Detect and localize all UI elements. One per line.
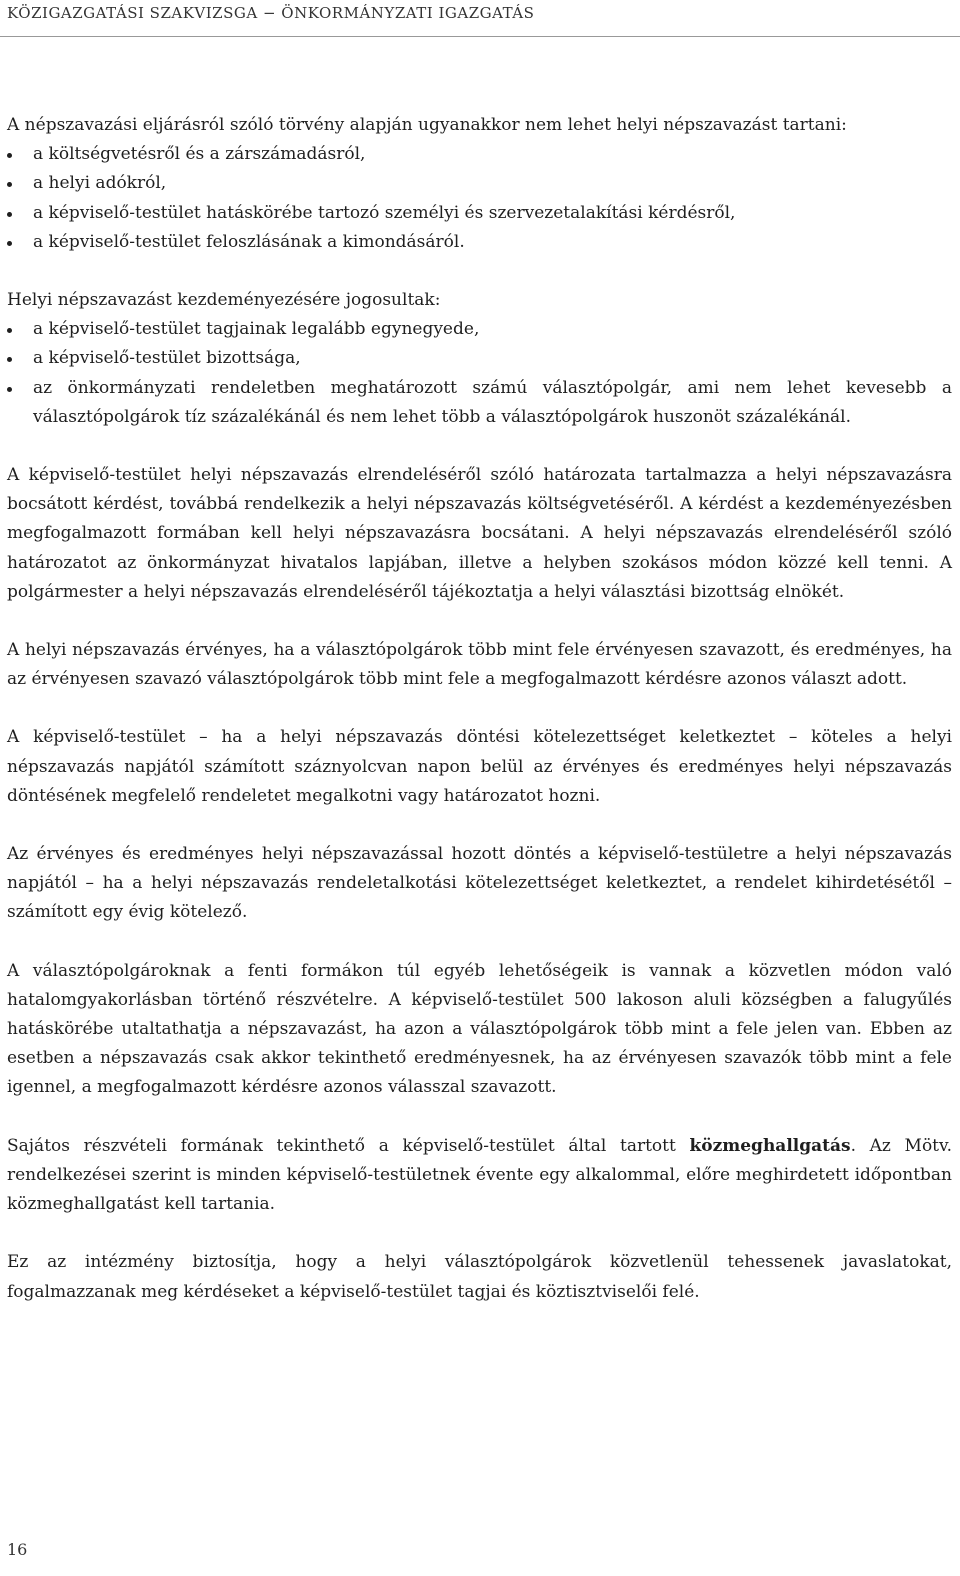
page-body (7, 111, 952, 1336)
hearing-text-after: . Az Mötv. rendelkezései szerint is minden képviselő-testületnek évente egy alkalommal, előre meghirdetett időpontban közmeghallgatást kell tartania. (7, 1135, 952, 1215)
section2-list (7, 315, 952, 432)
paragraph-validity: A helyi népszavazás érvényes, ha a választópolgárok több mint fele érvényesen szavazott, és eredményes, ha az érvényesen szavazó választópolgárok több mint fele a megfogalmazott kérdésre azonos választ adott. (7, 640, 952, 690)
paragraph-ordering: A képviselő-testület helyi népszavazás elrendeléséről szóló határozata tartalmazza a helyi népszavazásra bocsátott kérdést, továbbá rendelkezik a helyi népszavazás költségvetéséről. A kérdést a kezdeményezésben megfogalmazott formában kell helyi népszavazásra bocsátani. A helyi népszavazás elrendeléséről szóló határozatot az önkormányzat hivatalos lapjában, illetve a helyben szokásos módon közzé kell tenni. A polgármester a helyi népszavazás elrendeléséről tájékoztatja a helyi választási bizottság elnökét. (7, 465, 952, 602)
list-item: az önkormányzati rendeletben meghatározott számú választópolgár, ami nem lehet kevesebb a választópolgárok tíz százalékánál és nem lehet több a választópolgárok huszonöt százalékánál. (7, 374, 952, 432)
hearing-term: közmeghallgatás (689, 1135, 851, 1156)
section2-intro: Helyi népszavazást kezdeményezésére jogosultak: (7, 290, 441, 311)
paragraph-closing: Ez az intézmény biztosítja, hogy a helyi választópolgárok közvetlenül tehessenek javaslatokat, fogalmazzanak meg kérdéseket a képviselő-testület tagjai és köztisztviselői felé. (7, 1252, 952, 1302)
list-item: a képviselő-testület feloszlásának a kimondásáról. (7, 228, 952, 257)
list-item: a képviselő-testület tagjainak legalább egynegyede, (7, 315, 952, 344)
paragraph-obligation: A képviselő-testület – ha a helyi népszavazás döntési kötelezettséget keletkeztet – köteles a helyi népszavazás napjától számított száznyolcvan napon belül az érvényes és eredményes helyi népszavazás döntésének megfelelő rendeletet megalkotni vagy határozatot hozni. (7, 727, 952, 806)
list-item: a képviselő-testület hatáskörébe tartozó személyi és szervezetalakítási kérdésről, (7, 199, 952, 228)
section1-list (7, 140, 952, 257)
list-item: a képviselő-testület bizottsága, (7, 344, 952, 373)
running-header: KÖZIGAZGATÁSI SZAKVIZSGA − ÖNKORMÁNYZATI IGAZGATÁS (7, 4, 535, 22)
page-number: 16 (7, 1540, 28, 1559)
hearing-text-before: Sajátos részvételi formának tekinthető a képviselő-testület által tartott (7, 1135, 690, 1156)
paragraph-binding-effect: Az érvényes és eredményes helyi népszavazással hozott döntés a képviselő-testületre a helyi népszavazás napjától – ha a helyi népszavazás rendeletalkotási kötelezettséget keletkeztet, a rendelet kihirdetésétől – számított egy évig kötelező. (7, 844, 952, 923)
header-rule (0, 36, 960, 37)
list-item: a költségvetésről és a zárszámadásról, (7, 140, 952, 169)
paragraph-public-hearing (7, 1132, 952, 1220)
section1-intro: A népszavazási eljárásról szóló törvény alapján ugyanakkor nem lehet helyi népszavazást tartani: (7, 115, 847, 135)
list-item: a helyi adókról, (7, 169, 952, 198)
paragraph-village-assembly: A választópolgároknak a fenti formákon túl egyéb lehetőségeik is vannak a közvetlen módon való hatalomgyakorlásban történő részvételre. A képviselő-testület 500 lakoson aluli községben a falugyűlés hatáskörébe utaltathatja a népszavazást, ha azon a választópolgárok több mint a fele jelen van. Ebben az esetben a népszavazás csak akkor tekinthető eredményesnek, ha az érvényesen szavazók több mint a fele igennel, a megfogalmazott kérdésre azonos válasszal szavazott. (7, 960, 952, 1098)
